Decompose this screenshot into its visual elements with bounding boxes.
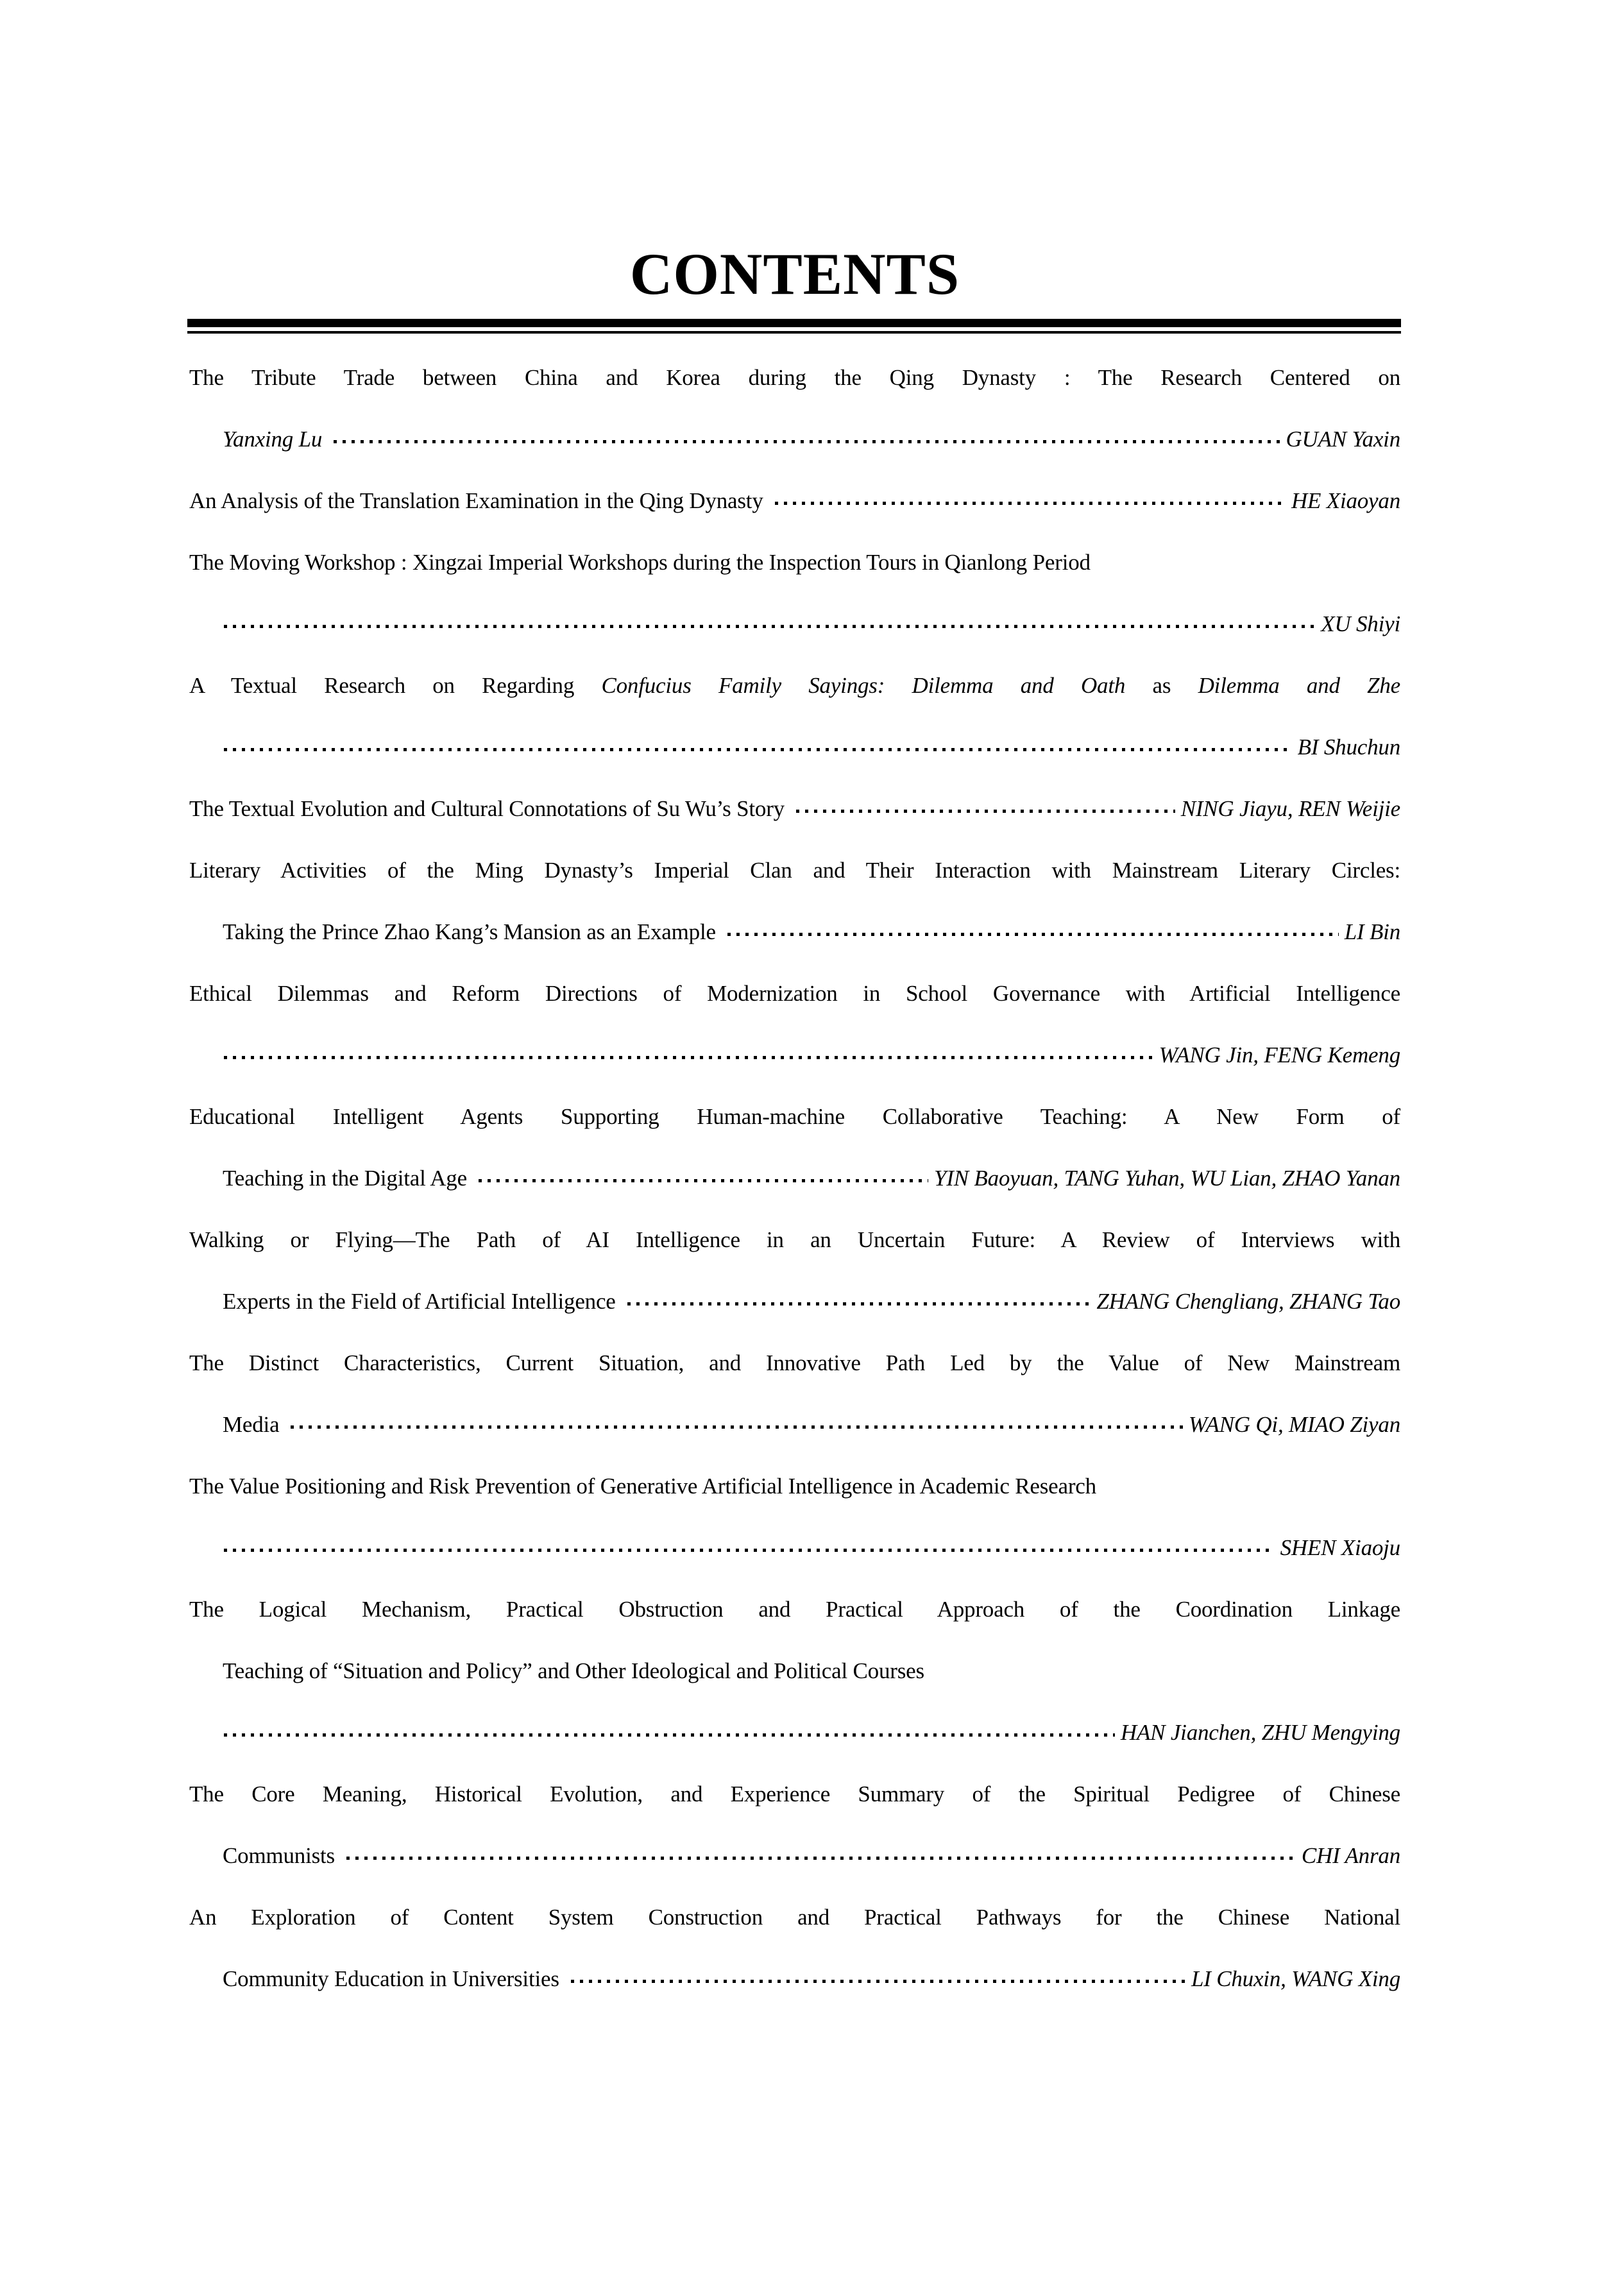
toc-line: [189, 1332, 1400, 1394]
title-segment: The Core Meaning, Historical Evolution, and Experience Summary of the Spiritual Pedigree of Chinese: [189, 1782, 1400, 1807]
title-segment: A Textual Research on Regarding: [189, 673, 602, 698]
toc-line: [189, 1148, 1400, 1209]
title-segment: Communists: [223, 1843, 335, 1868]
dot-leader: [224, 748, 1292, 751]
toc-authors: NING Jiayu, REN Weijie: [1180, 796, 1400, 821]
toc-line: [189, 1579, 1400, 1640]
dot-leader: [775, 502, 1286, 505]
title-segment: The Tribute Trade between China and Korea during the Qing Dynasty : The Research Centered on: [189, 365, 1400, 390]
toc-line: [189, 470, 1400, 532]
toc-line: [189, 655, 1400, 717]
toc-line: [189, 778, 1400, 840]
dot-leader: [346, 1857, 1296, 1860]
toc-lines: [189, 347, 1400, 2010]
toc-entry-title-text: [223, 901, 716, 963]
title-segment: The Moving Workshop : Xingzai Imperial Workshops during the Inspection Tours in Qianlong Period: [189, 550, 1091, 575]
divider-thin-rule: [187, 331, 1401, 334]
toc-entry-title-text: [223, 1394, 279, 1456]
title-segment: Teaching in the Digital Age: [223, 1166, 467, 1191]
title-segment-italic: Yanxing Lu: [223, 427, 323, 452]
toc-authors: WANG Qi, MIAO Ziyan: [1188, 1412, 1400, 1437]
dot-leader: [291, 1425, 1182, 1429]
toc-line: [189, 901, 1400, 963]
title-divider: [187, 319, 1401, 334]
title-segment: Educational Intelligent Agents Supporting Human-machine Collaborative Teaching: A New Form of: [189, 1104, 1400, 1129]
title-segment: Taking the Prince Zhao Kang’s Mansion as an Example: [223, 919, 716, 944]
toc-line: [189, 840, 1400, 901]
toc-line: [189, 1517, 1400, 1579]
dot-leader: [224, 625, 1315, 628]
toc-authors: LI Bin: [1344, 919, 1400, 944]
toc-authors: ZHANG Chengliang, ZHANG Tao: [1096, 1289, 1400, 1314]
toc-line: [189, 409, 1400, 470]
toc-line: [189, 593, 1400, 655]
toc-line: [189, 347, 1400, 409]
title-segment: The Textual Evolution and Cultural Connotations of Su Wu’s Story: [189, 796, 785, 821]
toc-entry-title-text: [189, 470, 763, 532]
toc-entry-title-text: [223, 409, 322, 470]
divider-thick-rule: [187, 319, 1401, 327]
toc-authors: WANG Jin, FENG Kemeng: [1159, 1042, 1400, 1067]
title-segment: An Exploration of Content System Construction and Practical Pathways for the Chinese National: [189, 1905, 1400, 1930]
toc-authors: SHEN Xiaoju: [1280, 1535, 1400, 1560]
toc-authors: CHI Anran: [1301, 1843, 1400, 1868]
toc-authors: YIN Baoyuan, TANG Yuhan, WU Lian, ZHAO Yanan: [934, 1166, 1400, 1191]
title-segment: An Analysis of the Translation Examination in the Qing Dynasty: [189, 488, 763, 513]
title-segment-italic: Dilemma and Zhe: [1198, 673, 1400, 698]
title-segment: Experts in the Field of Artificial Intelligence: [223, 1289, 616, 1314]
title-segment: Teaching of “Situation and Policy” and Other Ideological and Political Courses: [223, 1658, 924, 1683]
title-segment: Walking or Flying—The Path of AI Intelligence in an Uncertain Future: A Review of Interviews with: [189, 1227, 1400, 1252]
toc-line: [189, 1394, 1400, 1456]
toc-line: [189, 1825, 1400, 1887]
toc-line: [189, 717, 1400, 778]
toc-authors: BI Shuchun: [1297, 735, 1400, 760]
title-segment: Ethical Dilemmas and Reform Directions of Modernization in School Governance with Artificial Intelligence: [189, 981, 1400, 1006]
toc-line: [189, 1764, 1400, 1825]
dot-leader: [224, 1056, 1153, 1059]
toc-line: [189, 963, 1400, 1025]
toc-entry-title-text: [223, 1948, 559, 2010]
title-segment: Media: [223, 1412, 280, 1437]
toc-line: [189, 1948, 1400, 2010]
toc-entry-title-text: [223, 1271, 616, 1332]
dot-leader: [796, 810, 1175, 813]
dot-leader: [224, 1549, 1275, 1552]
title-segment: Community Education in Universities: [223, 1966, 559, 1991]
toc-line: [189, 1086, 1400, 1148]
toc-entry-title-text: [223, 1148, 467, 1209]
toc-authors: GUAN Yaxin: [1286, 427, 1400, 452]
toc-line: [189, 1702, 1400, 1764]
toc-line: [189, 1271, 1400, 1332]
page-title: CONTENTS: [629, 241, 960, 307]
dot-leader: [571, 1980, 1185, 1983]
title-segment: The Logical Mechanism, Practical Obstruction and Practical Approach of the Coordination Linkage: [189, 1597, 1400, 1622]
toc-entry-title-text: [223, 1825, 335, 1887]
title-segment: The Distinct Characteristics, Current Situation, and Innovative Path Led by the Value of New Mainstream: [189, 1350, 1400, 1375]
toc-authors: HE Xiaoyan: [1291, 488, 1400, 513]
dot-leader: [479, 1179, 928, 1182]
title-segment: The Value Positioning and Risk Prevention of Generative Artificial Intelligence in Academic Research: [189, 1474, 1096, 1499]
dot-leader: [627, 1302, 1091, 1305]
title-segment: as: [1125, 673, 1198, 698]
title-segment: Literary Activities of the Ming Dynasty’s Imperial Clan and Their Interaction with Mainstream Literary Circles:: [189, 858, 1400, 883]
page-content: [189, 0, 1400, 2296]
toc-line: [189, 1456, 1400, 1517]
toc-entry-title-text: [189, 778, 785, 840]
toc-authors: HAN Jianchen, ZHU Mengying: [1120, 1720, 1400, 1745]
dot-leader: [224, 1733, 1115, 1737]
toc-line: [189, 1640, 1400, 1702]
toc-authors: LI Chuxin, WANG Xing: [1191, 1966, 1400, 1991]
toc-line: [189, 532, 1400, 593]
toc-authors: XU Shiyi: [1321, 611, 1400, 636]
dot-leader: [334, 440, 1280, 443]
title-segment-italic: Confucius Family Sayings: Dilemma and Oath: [601, 673, 1126, 698]
toc-line: [189, 1025, 1400, 1086]
dot-leader: [727, 933, 1339, 936]
toc-line: [189, 1209, 1400, 1271]
toc-line: [189, 1887, 1400, 1948]
